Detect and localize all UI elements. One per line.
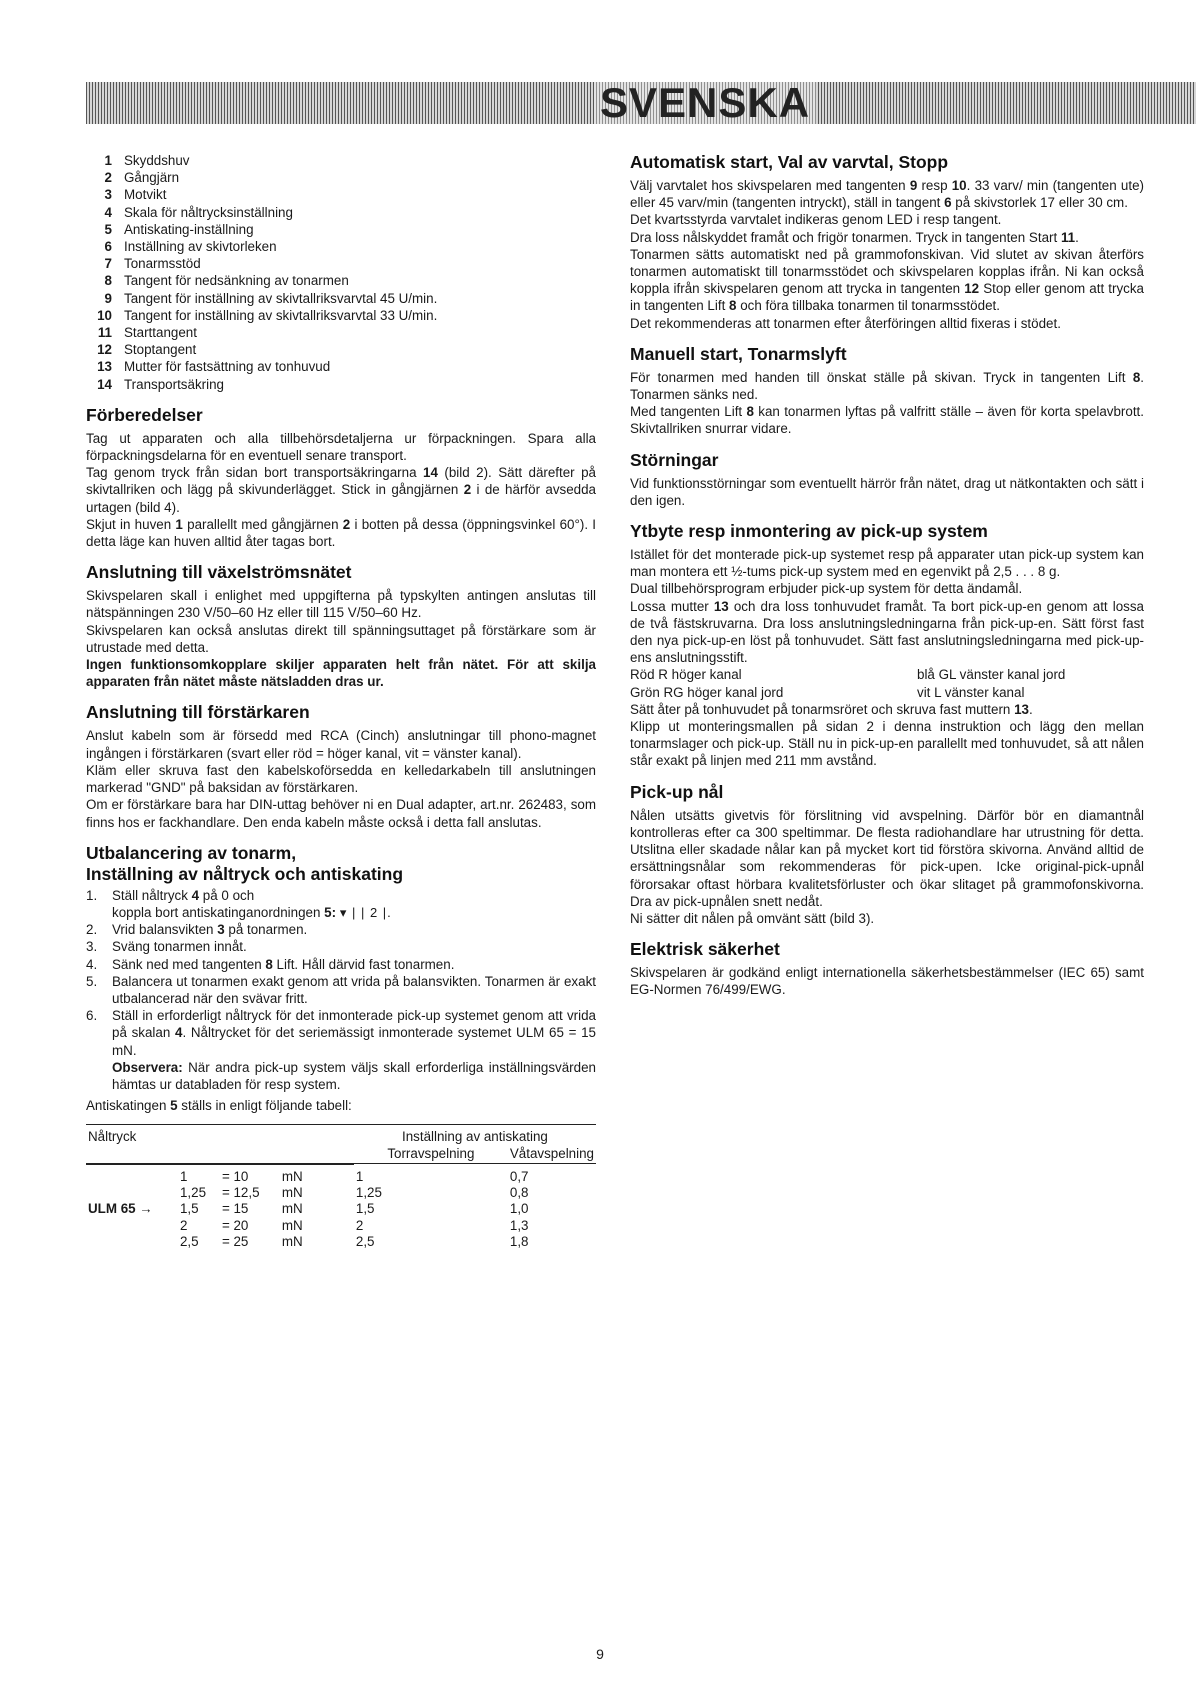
paragraph: Lossa mutter 13 och dra loss tonhuvudet framåt. Ta bort pick-up-en genom att lossa de två fästskruvarna. Dra loss anslutningsledningarna från pick-up-en. Sätt först fast den nya pick-up-en löst på tonhuvudet. Sätt fast anslutningsledningarna med pick-up-ens anslutningsstift.: [630, 598, 1144, 666]
table-row: 1,25 = 12,5 mN 1,25 0,8: [179, 1185, 529, 1201]
paragraph: Sätt åter på tonhuvudet på tonarmsröret och skruva fast muttern 13.: [630, 701, 1033, 717]
paragraph: Tonarmen sätts automatiskt ned på grammofonskivan. Vid slutet av skivan återförs tonarmen automatiskt till tonarmsstödet och skivspelaren kopplas ifrån. Ni kan också koppla ifrån skivspelaren genom att trycka in tangenten 12 Stop eller genom att trycka in tangenten Lift 8 och föra tillbaka tonarmen til tonarmsstödet.: [630, 246, 1144, 314]
step-item: 5. Balancera ut tonarmen exakt genom att vrida på balansvikten. Tonarmen är exakt utbalancerad när den svävar fritt.: [86, 973, 596, 1006]
wiring-row: Röd R höger kanal blå GL vänster kanal jord: [630, 667, 1066, 683]
section-heading-pickup: Pick-up nål: [630, 781, 724, 802]
ulm65-label: ULM 65 →: [88, 1201, 153, 1217]
paragraph: Tag ut apparaten och alla tillbehörsdetaljerna ur förpackningen. Spara alla förpackningsdelarna för en eventuell senare transport.: [86, 430, 596, 464]
warning-text: Ingen funktionsomkopplare skiljer apparaten helt från nätet. För att skilja apparaten från nätet måste nätsladden dras ur.: [86, 657, 596, 690]
parts-list-item: 13 Mutter för fastsättning av tonhuvud: [97, 359, 331, 375]
parts-list-item: 5 Antiskating-inställning: [104, 221, 254, 237]
section-heading-balans: Utbalancering av tonarm, Inställning av nåltryck och antiskating: [86, 842, 404, 884]
paragraph: Antiskatingen 5 ställs in enligt följande tabell:: [86, 1098, 352, 1114]
section-heading-manuell: Manuell start, Tonarmslyft: [630, 343, 847, 364]
paragraph: Det rekommenderas att tonarmen efter återföringen alltid fixeras i stödet.: [630, 315, 1061, 331]
section-heading-auto: Automatisk start, Val av varvtal, Stopp: [630, 152, 949, 172]
paragraph: Med tangenten Lift 8 kan tonarmen lyftas på valfritt ställe – även för korta spelavbrott. Skivtallriken snurrar vidare.: [630, 404, 1144, 437]
parts-list-item: 3 Motvikt: [104, 187, 167, 203]
antiskating-table: [86, 1124, 596, 1250]
paragraph: Klipp ut monteringsmallen på sidan 2 i denna instruktion och lägg den mellan tonarmslager och pick-up. Ställ nu in pick-up-en parallellt med tonhuvudet, så att nålen står exakt på linjen med 211 mm avstånd.: [630, 719, 1144, 769]
table-row: 2 = 20 mN 2 1,3: [179, 1217, 529, 1233]
paragraph: Om er förstärkare bara har DIN-uttag behöver ni en Dual adapter, art.nr. 262483, som finns hos er fackhandlare. Den enda kabeln måste också i detta fall anslutas.: [86, 797, 596, 830]
table-row: 2,5 = 25 mN 2,5 1,8: [179, 1234, 529, 1250]
paragraph: Välj varvtalet hos skivspelaren med tangenten 9 resp 10. 33 varv/ min (tangenten ute) eller 45 varv/min (tangenten intryckt), ställ in tangent 6 på skivstorlek 17 eller 30 cm.: [630, 178, 1144, 211]
wiring-row: Grön RG höger kanal jord vit L vänster kanal: [630, 684, 1025, 700]
parts-list-item: 7 Tonarmsstöd: [104, 256, 201, 272]
step-item: 4. Sänk ned med tangenten 8 Lift. Håll därvid fast tonarmen.: [86, 956, 455, 972]
parts-list-item: 9 Tangent för inställning av skivtallriksvarvtal 45 U/min.: [104, 290, 438, 306]
paragraph: Det kvartsstyrda varvtalet indikeras genom LED i resp tangent.: [630, 212, 1002, 228]
language-banner: [86, 79, 1196, 126]
paragraph: Dual tillbehörsprogram erbjuder pick-up system för detta ändamål.: [630, 581, 1023, 597]
right-column: [630, 152, 1144, 999]
parts-list-item: 1 Skyddshuv: [104, 153, 190, 168]
section-heading-ytbyte: Ytbyte resp inmontering av pick-up system: [630, 521, 988, 542]
paragraph: Anslut kabeln som är försedd med RCA (Cinch) anslutningar till phono-magnet ingången i förstärkaren (svart eller röd = höger kanal, vit = vänster kanal).: [86, 728, 596, 761]
paragraph: För tonarmen med handen till önskat ställe på skivan. Tryck in tangenten Lift 8. Tonarmen sänks ned.: [630, 369, 1144, 403]
step-item: 2. Vrid balansvikten 3 på tonarmen.: [86, 922, 308, 938]
parts-list-item: 4 Skala för nåltrycksinställning: [104, 204, 293, 220]
antiskating-symbol: ▾ | | 2 |.: [339, 904, 392, 920]
parts-list-item: 12 Stoptangent: [97, 342, 197, 358]
parts-list-item: 14 Transportsäkring: [97, 376, 224, 392]
paragraph: Ni sätter dit nålen på omvänt sätt (bild 3).: [630, 910, 875, 926]
section-heading-forberedelser: Förberedelser: [86, 404, 203, 425]
section-heading-elektrisk: Elektrisk säkerhet: [630, 939, 780, 960]
page-number: 9: [596, 1646, 604, 1662]
steps-list: [86, 887, 596, 1093]
parts-list-item: 6 Inställning av skivtorleken: [104, 239, 277, 255]
paragraph: Vid funktionsstörningar som eventuellt härrör från nätet, drag ut nätkontakten och sätt i den igen.: [630, 475, 1144, 508]
table-header-row: Nåltryck Inställning av antiskating: [86, 1125, 596, 1146]
paragraph: Kläm eller skruva fast den kabelskoförsedda en kelledarkabeln till anslutningen markerad "GND" på baksidan av förstärkaren.: [86, 762, 596, 796]
table-row: 1 = 10 mN 1 0,7: [179, 1168, 529, 1184]
paragraph: Skivspelaren kan också anslutas direkt till spänningsuttaget på förstärkare som är utrustade med detta.: [86, 622, 596, 655]
banner-title: SVENSKA: [594, 79, 816, 127]
section-heading-natet: Anslutning till växelströmsnätet: [86, 562, 352, 583]
section-heading-storningar: Störningar: [630, 449, 719, 470]
parts-list: [86, 152, 596, 393]
paragraph: Istället för det monterade pick-up systemet resp på apparater utan pick-up system kan man montera ett ½-tums pick-up system med en egenvikt på 2,5 . . . 8 g.: [630, 547, 1144, 580]
paragraph: Nålen utsätts givetvis för förslitning vid avspelning. Därför bör en diamantnål kontrolleras efter ca 300 speltimmar. De flesta radiohandlare har utrustning för detta. Utslitna eller skadade nålar kan på mycket kort tid förstöra skivorna. Använd alltid de ersättningsnålar som rekommenderas för pick-upen. Icke original-pick-upnål förorsakar oftast hörbara kvalitetsförluster och ökar slitaget på grammofonskivorna. Dra av pick-upnålen snett nedåt.: [630, 807, 1144, 909]
left-column: [86, 152, 596, 1251]
parts-list-item: 11 Starttangent: [97, 325, 197, 341]
paragraph: Skivspelaren skall i enlighet med uppgifterna på typskylten antingen anslutas till nätspänningen 230 V/50–60 Hz eller till 115 V/50–60 Hz.: [86, 588, 596, 621]
parts-list-item: 2 Gångjärn: [104, 170, 180, 186]
paragraph: Dra loss nålskyddet framåt och frigör tonarmen. Tryck in tangenten Start 11.: [630, 229, 1079, 245]
step-item: 6. Ställ in erforderligt nåltryck för det inmonterade pick-up systemet genom att vrida på skalan 4. Nåltrycket för det seriemässigt inmonterade systemet ULM 65 = 15 mN. Observera: När andra pick-up system väljs skall erforderliga inställningsvärden hämtas ur databladen för resp system.: [86, 1008, 597, 1092]
section-heading-forstarkaren: Anslutning till förstärkaren: [86, 702, 310, 723]
parts-list-item: 8 Tangent för nedsänkning av tonarmen: [104, 273, 349, 289]
paragraph: Tag genom tryck från sidan bort transportsäkringarna 14 (bild 2). Sätt därefter på skivtallriken och lägg på skivunderlägget. Stick in gångjärnen 2 i de härför avsedda urtagen (bild 4).: [86, 465, 596, 515]
paragraph: Skivspelaren är godkänd enligt internationella säkerhetsbestämmelser (IEC 65) samt EG-Normen 76/499/EWG.: [630, 965, 1144, 998]
step-item: 1. Ställ nåltryck 4 på 0 och koppla bort antiskatinganordningen 5: ▾ | | 2 |.: [86, 887, 392, 920]
step-item: 3. Sväng tonarmen innåt.: [86, 939, 247, 955]
table-header-row: Torravspelning Våtavspelning: [387, 1145, 594, 1161]
table-row: ULM 65 → 1,5 = 15 mN 1,5 1,0: [88, 1201, 529, 1217]
paragraph: Skjut in huven 1 parallellt med gångjärnen 2 i botten på dessa (öppningsvinkel 60°). I detta läge kan huven alltid åter tagas bort.: [86, 516, 597, 550]
parts-list-item: 10 Tangent for inställning av skivtallriksvarvtal 33 U/min.: [97, 307, 438, 323]
